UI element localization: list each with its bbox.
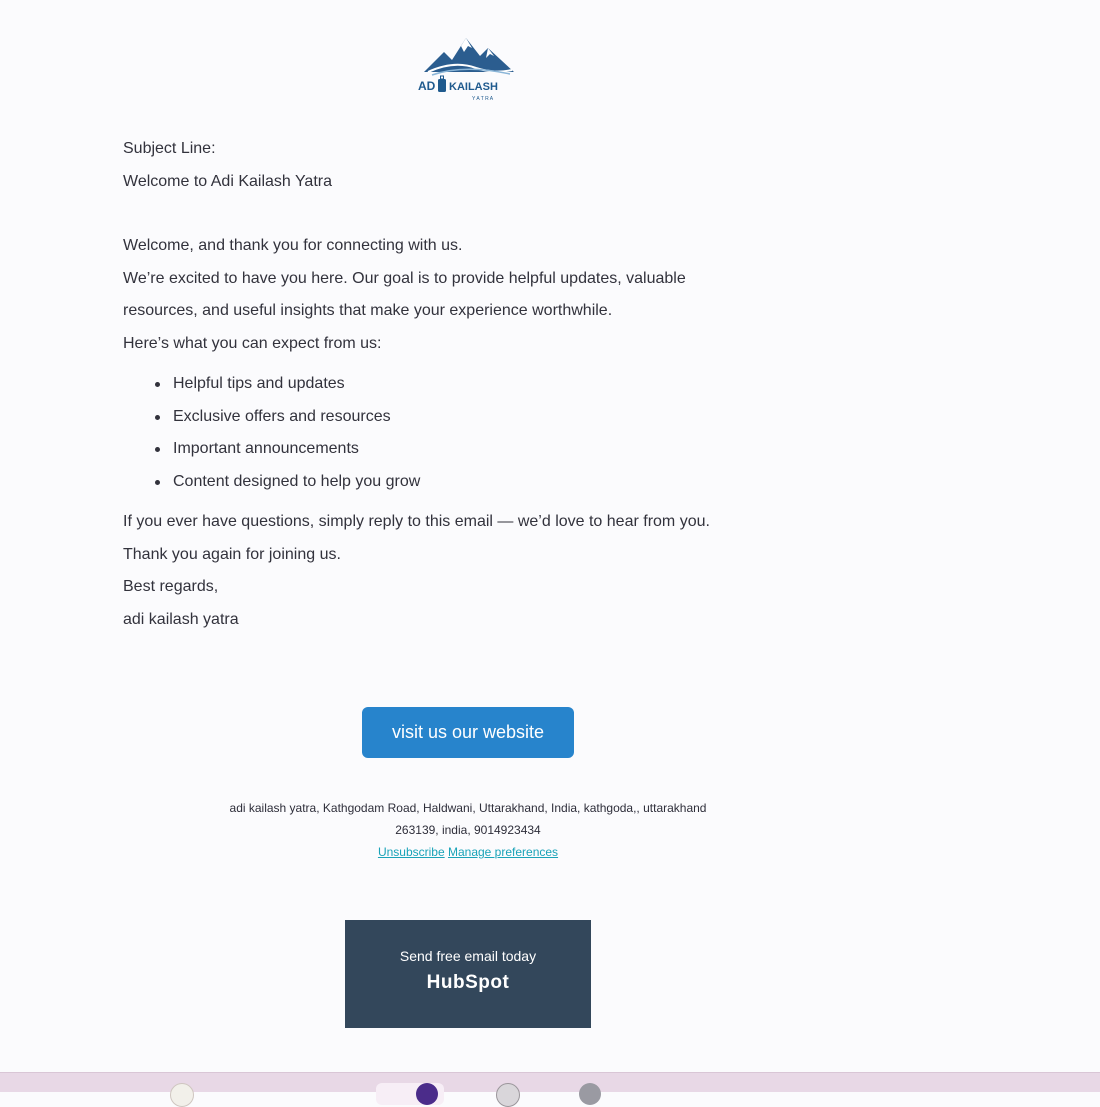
list-item: Helpful tips and updates xyxy=(173,368,823,401)
subject-label: Subject Line: xyxy=(123,140,216,157)
list-item: Content designed to help you grow xyxy=(173,466,823,499)
intro-line-4: Here’s what you can expect from us: xyxy=(123,334,382,352)
hubspot-logo-text: HubSpot xyxy=(426,972,510,993)
taskbar-app-icon[interactable] xyxy=(416,1083,438,1105)
taskbar-app-icon[interactable] xyxy=(496,1083,520,1107)
taskbar xyxy=(0,1072,1100,1092)
list-item: Exclusive offers and resources xyxy=(173,401,823,434)
manage-preferences-link[interactable]: Manage preferences xyxy=(447,845,559,859)
closing-line-1: If you ever have questions, simply reply to this email — we’d love to hear from you. xyxy=(123,513,710,530)
intro-line-2: We’re excited to have you here. Our goal is to provide helpful updates, valuable xyxy=(123,269,686,287)
unsubscribe-link[interactable]: Unsubscribe xyxy=(377,845,445,859)
address-line-1: adi kailash yatra, Kathgodam Road, Haldwani, Uttarakhand, India, kathgoda,, uttarakhand xyxy=(229,801,707,815)
hubspot-badge-tagline: Send free email today xyxy=(399,948,537,964)
logo-text-kailash: KAILASH xyxy=(449,81,498,93)
taskbar-app-icon[interactable] xyxy=(579,1083,601,1105)
closing-line-2: Thank you again for joining us. xyxy=(123,545,341,563)
closing-line-3: Best regards, xyxy=(123,578,219,595)
signature: adi kailash yatra xyxy=(123,610,239,628)
visit-website-button[interactable]: visit us our website xyxy=(362,707,574,758)
company-logo xyxy=(414,34,524,106)
list-item: Important announcements xyxy=(173,433,823,466)
intro-line-3: resources, and useful insights that make your experience worthwhile. xyxy=(123,302,613,319)
email-content xyxy=(123,133,823,636)
subject-value: Welcome to Adi Kailash Yatra xyxy=(123,172,332,190)
email-footer xyxy=(168,797,768,863)
logo-text-ad: AD xyxy=(418,79,436,93)
intro-line-1: Welcome, and thank you for connecting with us. xyxy=(123,237,463,254)
taskbar-app-icon[interactable] xyxy=(170,1083,194,1107)
logo-text-yatra: Y A T R A xyxy=(472,96,494,102)
footer-links xyxy=(168,841,768,863)
address-line-2: 263139, india, 9014923434 xyxy=(395,823,541,837)
benefits-list xyxy=(123,368,823,498)
hubspot-badge[interactable] xyxy=(345,920,591,1028)
